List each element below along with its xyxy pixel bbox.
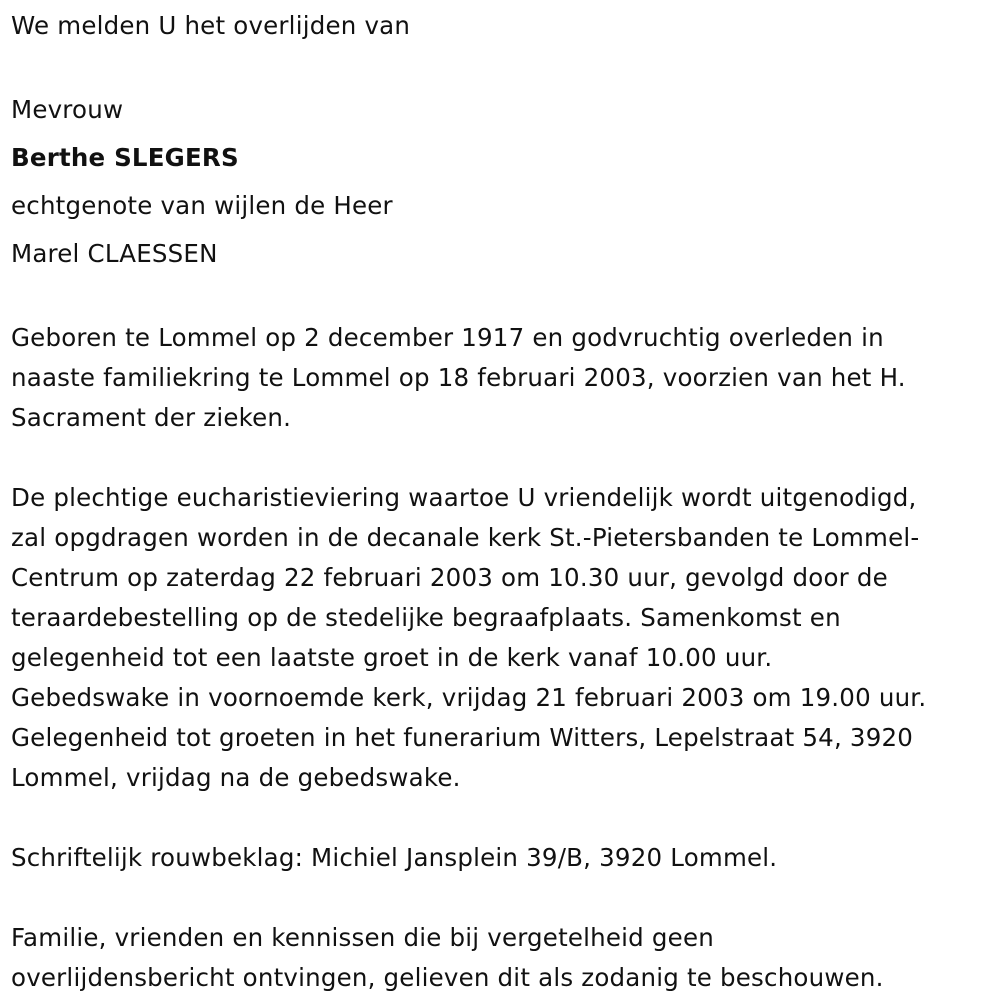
spacer [11, 878, 996, 918]
spacer [11, 438, 996, 478]
paragraph-line: Gelegenheid tot groeten in het funerarium Witters, Lepelstraat 54, 3920 [11, 723, 914, 752]
paragraph-line: Lommel, vrijdag na de gebedswake. [11, 763, 461, 792]
paragraph-line: Sacrament der zieken. [11, 403, 292, 432]
paragraph-line: teraardebestelling op de stedelijke begraafplaats. Samenkomst en [11, 603, 841, 632]
paragraph-line: gelegenheid tot een laatste groet in de kerk vanaf 10.00 uur. [11, 643, 773, 672]
intro-line: We melden U het overlijden van [11, 11, 411, 40]
condolence-paragraph [11, 838, 996, 878]
obituary-notice [11, 6, 996, 998]
spacer [11, 46, 996, 86]
paragraph-line: Geboren te Lommel op 2 december 1917 en godvruchtig overleden in [11, 323, 884, 352]
paragraph-line: Familie, vrienden en kennissen die bij vergetelheid geen [11, 923, 714, 952]
deceased-name: Berthe SLEGERS [11, 143, 239, 172]
paragraph-line: Schriftelijk rouwbeklag: Michiel Jansplein 39/B, 3920 Lommel. [11, 843, 778, 872]
relation-text: echtgenote van wijlen de Heer [11, 191, 393, 220]
paragraph-line: overlijdensbericht ontvingen, gelieven dit als zodanig te beschouwen. [11, 963, 884, 992]
birth-death-paragraph [11, 318, 996, 438]
closing-paragraph [11, 918, 996, 998]
spacer [11, 798, 996, 838]
paragraph-line: De plechtige eucharistieviering waartoe U vriendelijk wordt uitgenodigd, [11, 483, 917, 512]
ceremony-paragraph [11, 478, 996, 798]
paragraph-line: zal opgdragen worden in de decanale kerk St.-Pietersbanden te Lommel- [11, 523, 920, 552]
honorific: Mevrouw [11, 95, 124, 124]
paragraph-line: Gebedswake in voornoemde kerk, vrijdag 21 februari 2003 om 19.00 uur. [11, 683, 927, 712]
spacer [11, 278, 996, 318]
paragraph-line: naaste familiekring te Lommel op 18 februari 2003, voorzien van het H. [11, 363, 906, 392]
spouse-name: Marel CLAESSEN [11, 239, 218, 268]
deceased-block [11, 86, 996, 278]
paragraph-line: Centrum op zaterdag 22 februari 2003 om 10.30 uur, gevolgd door de [11, 563, 888, 592]
